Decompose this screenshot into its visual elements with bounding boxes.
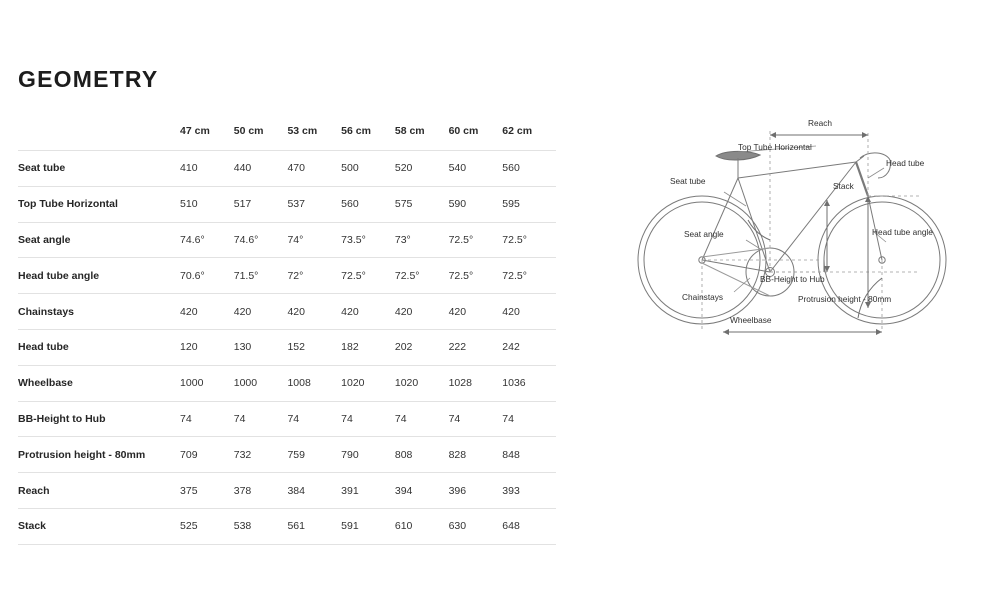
column-header-2: 53 cm	[287, 112, 341, 151]
table-cell: 74	[341, 401, 395, 437]
table-cell: 378	[234, 473, 288, 509]
table-cell: 72.5°	[449, 258, 503, 294]
seat-stay-line	[702, 178, 738, 260]
table-cell: 595	[502, 186, 556, 222]
table-cell: 575	[395, 186, 449, 222]
table-cell: 561	[287, 508, 341, 544]
table-cell: 525	[180, 508, 234, 544]
row-label: Stack	[18, 508, 180, 544]
row-label: Head tube	[18, 329, 180, 365]
row-label: Head tube angle	[18, 258, 180, 294]
table-cell: 375	[180, 473, 234, 509]
table-row	[18, 186, 556, 222]
table-cell: 182	[341, 329, 395, 365]
table-cell: 72.5°	[502, 222, 556, 258]
row-label: Protrusion height - 80mm	[18, 437, 180, 473]
table-cell: 538	[234, 508, 288, 544]
table-cell: 410	[180, 151, 234, 187]
page-title: GEOMETRY	[18, 66, 159, 92]
table-cell: 1000	[234, 365, 288, 401]
table-cell: 72.5°	[395, 258, 449, 294]
table-cell: 420	[341, 294, 395, 330]
stack-label: Stack	[833, 181, 854, 191]
column-header-5: 60 cm	[449, 112, 503, 151]
table-cell: 590	[449, 186, 503, 222]
table-cell: 222	[449, 329, 503, 365]
table-cell: 72.5°	[341, 258, 395, 294]
table-cell: 70.6°	[180, 258, 234, 294]
table-row	[18, 151, 556, 187]
table-row	[18, 294, 556, 330]
seat-tube-leader	[724, 192, 746, 206]
table-cell: 560	[341, 186, 395, 222]
seat-angle-label: Seat angle	[684, 229, 724, 239]
table-cell: 1020	[395, 365, 449, 401]
row-label: Top Tube Horizontal	[18, 186, 180, 222]
table-cell: 1000	[180, 365, 234, 401]
column-header-4: 58 cm	[395, 112, 449, 151]
protrusion-height-label: Protrusion height - 80mm	[798, 294, 892, 304]
table-cell: 420	[395, 294, 449, 330]
table-cell: 120	[180, 329, 234, 365]
table-cell: 72°	[287, 258, 341, 294]
table-cell: 537	[287, 186, 341, 222]
table-row	[18, 329, 556, 365]
table-cell: 74.6°	[234, 222, 288, 258]
table-body	[18, 151, 556, 545]
table-cell: 648	[502, 508, 556, 544]
table-cell: 540	[449, 151, 503, 187]
table-row	[18, 437, 556, 473]
head-tube-label: Head tube	[886, 158, 925, 168]
table-cell: 420	[180, 294, 234, 330]
table-cell: 440	[234, 151, 288, 187]
table-cell: 420	[234, 294, 288, 330]
table-cell: 420	[287, 294, 341, 330]
row-label: Seat angle	[18, 222, 180, 258]
table-cell: 130	[234, 329, 288, 365]
table-cell: 72.5°	[502, 258, 556, 294]
table-cell: 391	[341, 473, 395, 509]
column-header-1: 50 cm	[234, 112, 288, 151]
table-cell: 520	[395, 151, 449, 187]
table-cell: 396	[449, 473, 503, 509]
table-row	[18, 258, 556, 294]
head-tube-leader	[868, 168, 884, 178]
bicycle-geometry-diagram	[620, 100, 980, 360]
table-cell: 384	[287, 473, 341, 509]
table-cell: 470	[287, 151, 341, 187]
top-tube-horizontal-label: Top Tube Horizontal	[738, 142, 812, 152]
wheelbase-label: Wheelbase	[730, 315, 772, 325]
table-cell: 732	[234, 437, 288, 473]
table-cell: 74	[287, 401, 341, 437]
table-cell: 808	[395, 437, 449, 473]
table-cell: 420	[502, 294, 556, 330]
top-tube-line	[738, 162, 856, 178]
row-label: Chainstays	[18, 294, 180, 330]
table-cell: 72.5°	[449, 222, 503, 258]
head-tube-line	[856, 162, 868, 196]
table-header-row	[18, 112, 556, 151]
table-cell: 394	[395, 473, 449, 509]
table-cell: 610	[395, 508, 449, 544]
row-label: BB-Height to Hub	[18, 401, 180, 437]
seat-tube-label: Seat tube	[670, 176, 706, 186]
table-cell: 510	[180, 186, 234, 222]
table-cell: 73.5°	[341, 222, 395, 258]
table-cell: 560	[502, 151, 556, 187]
table-row	[18, 365, 556, 401]
head-tube-angle-label: Head tube angle	[872, 227, 933, 237]
table-cell: 242	[502, 329, 556, 365]
table-cell: 73°	[395, 222, 449, 258]
row-label: Wheelbase	[18, 365, 180, 401]
table-cell: 500	[341, 151, 395, 187]
table-corner-cell	[18, 112, 180, 151]
table-cell: 848	[502, 437, 556, 473]
column-header-3: 56 cm	[341, 112, 395, 151]
table-cell: 790	[341, 437, 395, 473]
row-label: Seat tube	[18, 151, 180, 187]
table-cell: 1020	[341, 365, 395, 401]
column-header-0: 47 cm	[180, 112, 234, 151]
table-cell: 74	[395, 401, 449, 437]
table-cell: 74	[502, 401, 556, 437]
table-cell: 759	[287, 437, 341, 473]
table-cell: 420	[449, 294, 503, 330]
table-cell: 709	[180, 437, 234, 473]
table-row	[18, 508, 556, 544]
table-cell: 74	[449, 401, 503, 437]
table-cell: 71.5°	[234, 258, 288, 294]
table-cell: 1008	[287, 365, 341, 401]
stem	[856, 156, 864, 162]
table-cell: 202	[395, 329, 449, 365]
table-cell: 630	[449, 508, 503, 544]
reach-label: Reach	[808, 118, 832, 128]
table-cell: 1036	[502, 365, 556, 401]
table-cell: 74°	[287, 222, 341, 258]
table-cell: 828	[449, 437, 503, 473]
table-cell: 74	[234, 401, 288, 437]
table-row	[18, 401, 556, 437]
table-row	[18, 222, 556, 258]
geometry-table	[18, 112, 556, 545]
geometry-table-container	[18, 112, 556, 545]
table-cell: 74	[180, 401, 234, 437]
bb-height-to-hub-label: BB-Height to Hub	[760, 274, 825, 284]
table-row	[18, 473, 556, 509]
table-header	[18, 112, 556, 151]
chainstays-label: Chainstays	[682, 292, 724, 302]
table-cell: 1028	[449, 365, 503, 401]
column-header-6: 62 cm	[502, 112, 556, 151]
table-cell: 152	[287, 329, 341, 365]
diagram-svg	[620, 100, 980, 360]
table-cell: 393	[502, 473, 556, 509]
seat-tube-line	[738, 178, 770, 272]
table-cell: 517	[234, 186, 288, 222]
table-cell: 74.6°	[180, 222, 234, 258]
row-label: Reach	[18, 473, 180, 509]
table-cell: 591	[341, 508, 395, 544]
